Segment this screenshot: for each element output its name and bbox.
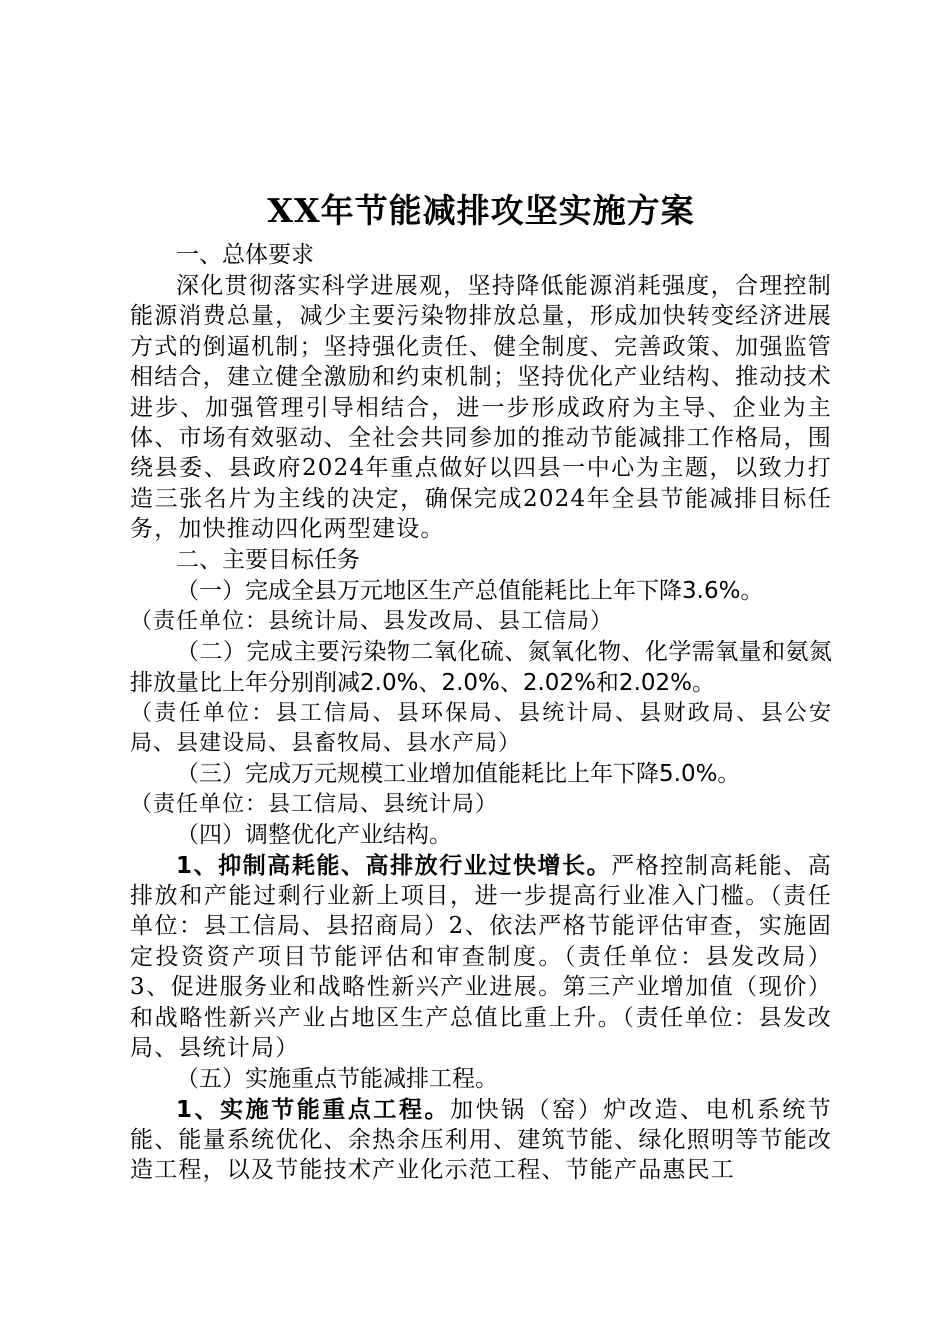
body-text-industry: 严格控制高耗能、高排放和产能过剩行业新上项目，进一步提高行业准入门槛。（责任单位：县工信局、县招商局）2、依法严格节能评估审查，实施固定投资资产项目节能评估和审查制度。（责任单位：县发改局）3、促进服务业和战略性新兴产业进展。第三产业增加值（现价）和战略性新兴产业占地区生产总值比重上升。（责任单位：县发改局、县统计局） (130, 852, 832, 1062)
section-heading-targets: 二、主要目标任务 (176, 546, 360, 573)
responsibility-item-2: （责任单位：县工信局、县环保局、县统计局、县财政局、县公安局、县建设局、县畜牧局、县水产局） (130, 700, 832, 756)
target-item-3: （三）完成万元规模工业增加值能耗比上年下降5.0%。 (176, 760, 741, 787)
responsibility-item-1: （责任单位：县统计局、县发改局、县工信局） (130, 608, 614, 634)
target-item-1: （一）完成全县万元地区生产总值能耗比上年下降3.6%。 (176, 577, 764, 604)
target-item-2: （二）完成主要污染物二氧化硫、氮氧化物、化学需氧量和氨氮排放量比上年分别削减2.0%、2.0%、2.02%和2.02%。 (130, 638, 832, 696)
subsection-heading-industry: （四）调整优化产业结构。 (176, 821, 452, 848)
document-title: XX年节能减排攻坚实施方案 (267, 191, 695, 230)
body-text-projects: 加快锅（窑）炉改造、电机系统节能、能量系统优化、余热余压利用、建筑节能、绿化照明等节能改造工程，以及节能技术产业化示范工程、节能产品惠民工 (130, 1096, 832, 1184)
section-paragraph-overall: 深化贯彻落实科学进展观，坚持降低能源消耗强度，合理控制能源消费总量，减少主要污染物排放总量，形成加快转变经济进展方式的倒逼机制；坚持强化责任、健全制度、完善政策、加强监管相结合，建立健全激励和约束机制；坚持优化产业结构、推动技术进步、加强管理引导相结合，进一步形成政府为主导、企业为主体、市场有效驱动、全社会共同参加的推动节能减排工作格局，围绕县委、县政府2024年重点做好以四县一中心为主题，以致力打造三张名片为主线的决定，确保完成2024年全县节能减排目标任务，加快推动四化两型建设。 (130, 273, 832, 543)
subsection-paragraph-projects (130, 1095, 832, 1186)
subsection-paragraph-industry (130, 851, 832, 1064)
section-heading-overall: 一、总体要求 (176, 242, 314, 268)
subsection-heading-projects: （五）实施重点节能减排工程。 (176, 1065, 498, 1092)
lead-phrase-projects: 1、实施节能重点工程。 (176, 1096, 451, 1123)
responsibility-item-3: （责任单位：县工信局、县统计局） (130, 791, 499, 817)
lead-phrase-industry: 1、抑制高耗能、高排放行业过快增长。 (176, 852, 612, 879)
